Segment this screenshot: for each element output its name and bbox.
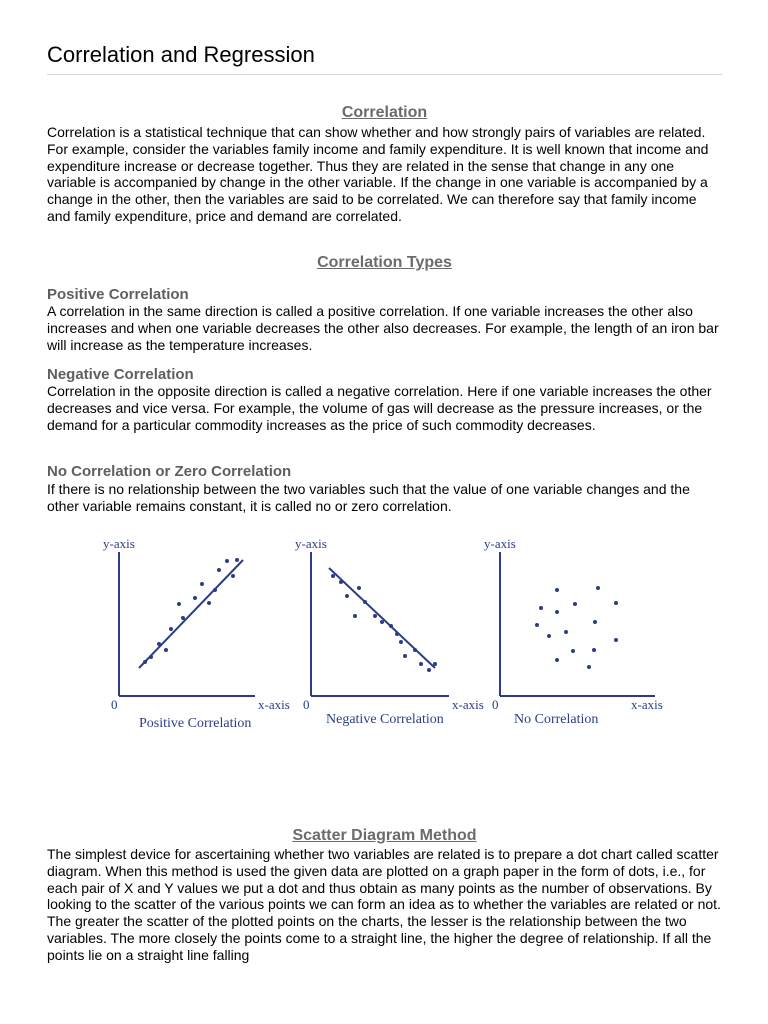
correlation-types-heading: Correlation Types [317, 254, 452, 271]
x-axis-label: x-axis [631, 697, 663, 712]
plot-caption: Negative Correlation [326, 712, 444, 727]
trend-line [329, 568, 435, 668]
data-points [535, 586, 618, 669]
x-axis-label: x-axis [258, 697, 290, 712]
y-axis-label: y-axis [484, 536, 516, 551]
no-correlation-plot [484, 536, 663, 727]
no-correlation-title: No Correlation or Zero Correlation [47, 463, 292, 480]
x-axis-label: x-axis [452, 697, 484, 712]
page-title: Correlation and Regression [47, 42, 315, 67]
scatter-plots-svg [95, 530, 675, 740]
title-divider [47, 74, 722, 75]
plot-caption: Positive Correlation [139, 716, 252, 731]
correlation-heading: Correlation [341, 104, 428, 121]
scatter-diagram-heading: Scatter Diagram Method [292, 827, 477, 844]
data-points [331, 574, 437, 672]
positive-correlation-plot [103, 536, 290, 731]
negative-correlation-plot [295, 536, 484, 727]
scatter-diagram-paragraph: The simplest device for ascertaining whether two variables are related is to prepare a dot chart called scatter diagram. When this method is used the given data are plotted on a graph paper in the form of dots, i.e., for each pair of X and Y values we put a dot and thus obtain as many points as the number of observations. By looking to the scatter of the various points we can form an idea as to whether the variables are related or not. The greater the scatter of the plotted points on the charts, the lesser is the relationship between the two variables. The more closely the points come to a straight line, the higher the degree of relationship. If all the points lie on a straight line falling [47, 846, 721, 963]
correlation-figure [95, 530, 675, 740]
origin-label: 0 [303, 697, 310, 712]
origin-label: 0 [111, 697, 118, 712]
correlation-paragraph: Correlation is a statistical technique that can show whether and how strongly pairs of variables are related. For example, consider the variables family income and family expenditure. It is well known that income and expenditure increase or decrease together. Thus they are related in the sense that change in any one variable is accompanied by change in the other variable. If the change in one variable is accompanied by a change in the other, then the variables are said to be correlated. We can therefore say that family income and family expenditure, price and demand are correlated. [47, 124, 709, 224]
positive-correlation-title: Positive Correlation [47, 286, 189, 303]
positive-correlation-paragraph: A correlation in the same direction is called a positive correlation. If one variable increases the other also increases and when one variable decreases the other also decreases. For example, the length of an iron bar will increase as the temperature increases. [47, 303, 719, 353]
origin-label: 0 [492, 697, 499, 712]
negative-correlation-paragraph: Correlation in the opposite direction is called a negative correlation. Here if one variable increases the other decreases and vice versa. For example, the volume of gas will decrease as the pressure increases, or the demand for a particular commodity increases as the price of such commodity decreases. [47, 383, 712, 433]
trend-line [139, 560, 243, 668]
y-axis-label: y-axis [295, 536, 327, 551]
plot-caption: No Correlation [514, 712, 599, 727]
y-axis-label: y-axis [103, 536, 135, 551]
no-correlation-paragraph: If there is no relationship between the two variables such that the value of one variable changes and the other variable remains constant, it is called no or zero correlation. [47, 481, 690, 514]
negative-correlation-title: Negative Correlation [47, 366, 194, 383]
